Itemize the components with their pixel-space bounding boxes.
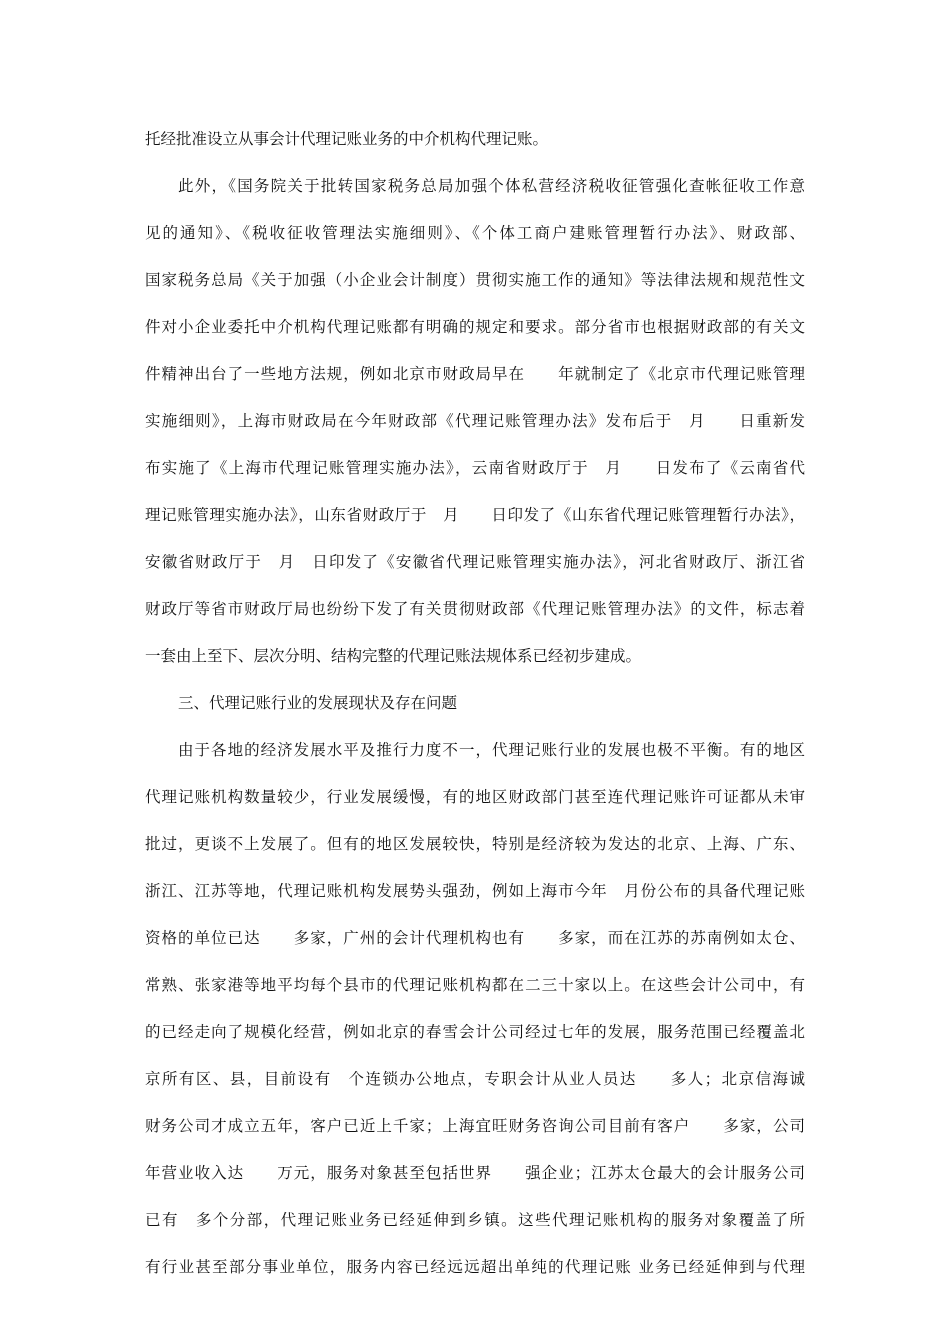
text-line: 已有 多个分部，代理记账业务已经延伸到乡镇。这些代理记账机构的服务对象覆盖了所 — [145, 1211, 805, 1229]
text-line: 一套由上至下、层次分明、结构完整的代理记账法规体系已经初步建成。 — [145, 647, 642, 665]
text-line: 财务公司才成立五年，客户已近上千家；上海宜旺财务咨询公司目前有客户 多家，公司 — [145, 1117, 805, 1135]
text-line: 代理记账机构数量较少，行业发展缓慢，有的地区财政部门甚至连代理记账许可证都从未审 — [145, 788, 805, 806]
section-heading: 三、代理记账行业的发展现状及存在问题 — [178, 694, 458, 712]
text-line: 的已经走向了规模化经营，例如北京的春雪会计公司经过七年的发展，服务范围已经覆盖北 — [145, 1023, 805, 1041]
text-line: 浙江、江苏等地，代理记账机构发展势头强劲，例如上海市今年 月份公布的具备代理记账 — [145, 882, 805, 900]
text-line: 托经批准设立从事会计代理记账业务的中介机构代理记账。 — [145, 130, 549, 148]
text-line: 国家税务总局《关于加强（小企业会计制度）贯彻实施工作的通知》等法律法规和规范性文 — [145, 271, 805, 289]
text-line: 件对小企业委托中介机构代理记账都有明确的规定和要求。部分省市也根据财政部的有关文 — [145, 318, 805, 336]
text-line: 件精神出台了一些地方法规，例如北京市财政局早在 年就制定了《北京市代理记账管理 — [145, 365, 805, 383]
text-line: 布实施了《上海市代理记账管理实施办法》，云南省财政厅于 月 日发布了《云南省代 — [145, 459, 805, 477]
text-line: 理记账管理实施办法》，山东省财政厅于 月 日印发了《山东省代理记账管理暂行办法》， — [145, 506, 805, 524]
text-line: 由于各地的经济发展水平及推行力度不一，代理记账行业的发展也极不平衡。有的地区 — [178, 741, 805, 759]
text-line: 财政厅等省市财政厅局也纷纷下发了有关贯彻财政部《代理记账管理办法》的文件，标志着 — [145, 600, 805, 618]
text-line: 常熟、张家港等地平均每个县市的代理记账机构都在二三十家以上。在这些会计公司中，有 — [145, 976, 805, 994]
text-line: 实施细则》，上海市财政局在今年财政部《代理记账管理办法》发布后于 月 日重新发 — [145, 412, 805, 430]
text-line: 有行业甚至部分事业单位，服务内容已经远远超出单纯的代理记账 业务已经延伸到与代理 — [145, 1258, 805, 1276]
text-line: 安徽省财政厅于 月 日印发了《安徽省代理记账管理实施办法》，河北省财政厅、浙江省 — [145, 553, 805, 571]
text-line: 此外，《国务院关于批转国家税务总局加强个体私营经济税收征管强化查帐征收工作意 — [178, 177, 805, 195]
text-line: 见的通知》、《税收征收管理法实施细则》、《个体工商户建账管理暂行办法》、财政部、 — [145, 224, 805, 242]
text-line: 批过，更谈不上发展了。但有的地区发展较快，特别是经济较为发达的北京、上海、广东、 — [145, 835, 805, 853]
text-line: 资格的单位已达 多家，广州的会计代理机构也有 多家，而在江苏的苏南例如太仓、 — [145, 929, 805, 947]
text-line: 京所有区、县，目前设有 个连锁办公地点，专职会计从业人员达 多人；北京信海诚 — [145, 1070, 805, 1088]
text-line: 年营业收入达 万元，服务对象甚至包括世界 强企业；江苏太仓最大的会计服务公司 — [145, 1164, 805, 1182]
